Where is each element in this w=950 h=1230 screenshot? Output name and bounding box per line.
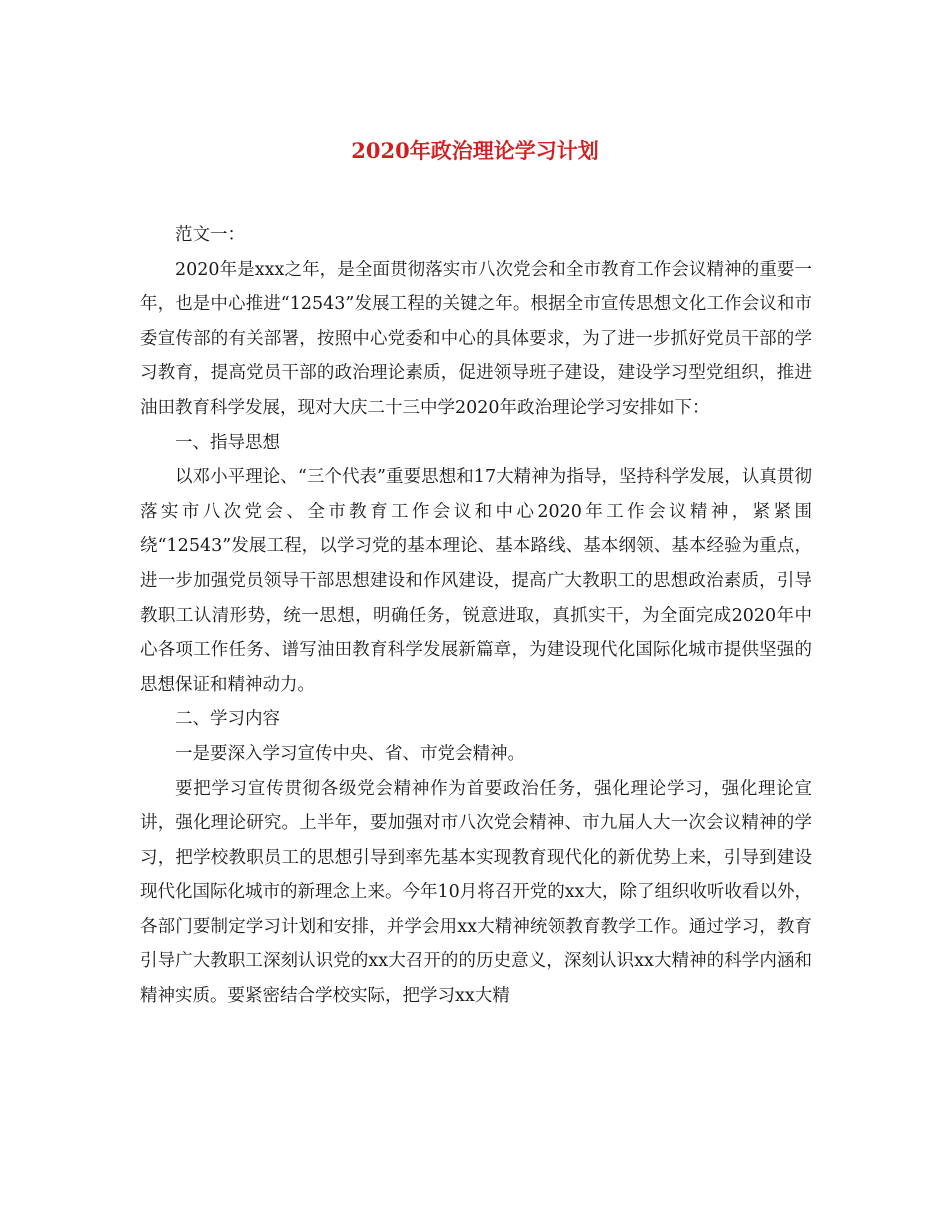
section-heading-guiding-thought: 一、指导思想 (175, 432, 280, 453)
document-title: 2020年政治理论学习计划 (351, 138, 599, 163)
document-body (140, 218, 812, 1014)
paragraph-intro: 2020年是xxx之年，是全面贯彻落实市八次党会和全市教育工作会议精神的重要一年，也是中心推进“12543”发展工程的关键之年。根据全市宣传思想文化工作会议和市委宣传部的有关部署，按照中心党委和中心的具体要求，为了进一步抓好党员干部的学习教育，提高党员干部的政治理论素质，促进领导班子建设，建设学习型党组织，推进油田教育科学发展，现对大庆二十三中学2020年政治理论学习安排如下： (140, 259, 812, 418)
paragraph-study-item-one: 一是要深入学习宣传中央、省、市党会精神。 (175, 743, 525, 764)
section-heading-study-content: 二、学习内容 (175, 709, 280, 730)
paragraph-study-item-detail: 要把学习宣传贯彻各级党会精神作为首要政治任务，强化理论学习，强化理论宣讲，强化理论研究。上半年，要加强对市八次党会精神、市九届人大一次会议精神的学习，把学校教职员工的思想引导到率先基本实现教育现代化的新优势上来，引导到建设现代化国际化城市的新理念上来。今年10月将召开党的xx大，除了组织收听收看以外，各部门要制定学习计划和安排，并学会用xx大精神统领教育教学工作。通过学习，教育引导广大教职工深刻认识党的xx大召开的的历史意义，深刻认识xx大精神的科学内涵和精神实质。要紧密结合学校实际，把学习xx大精 (140, 778, 813, 1007)
paragraph-sample-label: 范文一： (175, 225, 245, 245)
paragraph-guiding-thought: 以邓小平理论、“三个代表”重要思想和17大精神为指导，坚持科学发展，认真贯彻落实市八次党会、全市教育工作会议和中心2020年工作会议精神，紧紧围绕“12543”发展工程，以学习党的基本理论、基本路线、基本纲领、基本经验为重点，进一步加强党员领导干部思想建设和作风建设，提高广大教职工的思想政治素质，引导教职工认清形势，统一思想，明确任务，锐意进取，真抓实干，为全面完成2020年中心各项工作任务、谱写油田教育科学发展新篇章，为建设现代化国际化城市提供坚强的思想保证和精神动力。 (140, 467, 812, 695)
